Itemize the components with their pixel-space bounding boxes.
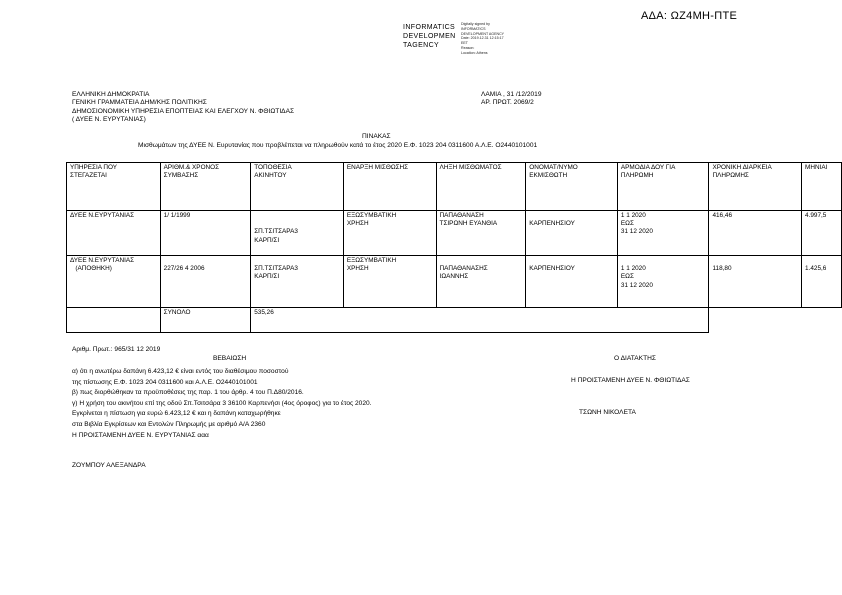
cell-start: ΕΞΩΣΥΜΒΑΤΙΚΗ ΧΡΗΣΗ	[343, 211, 436, 256]
cell-doy: 1 1 2020 ΕΩΣ 31 12 2020	[617, 211, 709, 256]
cell-owner: ΚΑΡΠΕΝΗΣΙΟΥ	[526, 256, 618, 308]
cell-end: ΠΑΠΑΘΑΝΑΣΗΣ ΙΩΑΝΝΗΣ	[436, 256, 526, 308]
ada-code: ΑΔΑ: ΩΖ4ΜΗ-ΠΤΕ	[641, 10, 738, 22]
total-blank	[709, 308, 842, 333]
cell-duration: 416,46	[709, 211, 802, 256]
cell-contract: 1/ 1/1999	[160, 211, 251, 256]
director-title: Ο ΔΙΑΤΑΚΤΗΣ	[614, 355, 656, 362]
header-cell-location: ΤΟΠΟΘΕΣΙΑ ΑΚΙΝΗΤΟΥ	[251, 163, 344, 211]
header-cell-monthly: ΜΗΝΙΑΙ	[802, 163, 842, 211]
digital-signature-label: INFORMATICS DEVELOPMEN TAGENCY	[403, 24, 456, 49]
table-header-row	[67, 163, 842, 211]
right-signer-title: Η ΠΡΟΙΣΤΑΜΕΝΗ ΔΥΕΕ Ν. ΦΘΙΩΤΙΔΑΣ	[571, 377, 690, 384]
total-empty-cell	[67, 308, 161, 333]
leases-table	[66, 162, 842, 333]
cell-location: ΣΠ.ΤΣΙΤΣΑΡΑ3 ΚΑΡΠ/ΣΙ	[251, 256, 344, 308]
table-title: ΠΙΝΑΚΑΣ	[362, 133, 391, 140]
header-cell-service: ΥΠΗΡΕΣΙΑ ΠΟΥ ΣΤΕΓΑΖΕΤΑΙ	[67, 163, 161, 211]
cell-duration: 118,80	[709, 256, 802, 308]
cell-location: ΣΠ.ΤΣΙΤΣΑΡΑ3 ΚΑΡΠ/ΣΙ	[251, 211, 344, 256]
header-cell-end: ΛΗΞΗ ΜΙΣΘΩΜΑΤΟΣ	[436, 163, 526, 211]
protocol-number: Αριθμ. Πρωτ.: 965/31 12 2019	[72, 346, 161, 353]
date-protocol-block: ΛΑΜΙΑ , 31 /12/2019 ΑΡ. ΠΡΩΤ. 2069/2	[481, 91, 542, 107]
cell-service: ΔΥΕΕ Ν.ΕΥΡΥΤΑΝΙΑΣ (ΑΠΟΘΗΚΗ)	[67, 256, 161, 308]
header-cell-start: ΕΝΑΡΞΗ ΜΙΣΘΩΣΗΣ	[343, 163, 436, 211]
table-total-row	[67, 308, 842, 333]
cell-owner: ΚΑΡΠΕΝΗΣΙΟΥ	[526, 211, 618, 256]
left-signer-name: ΖΟΥΜΠΟΥ ΑΛΕΞΑΝΔΡΑ	[72, 462, 146, 469]
issuer-header: ΕΛΛΗΝΙΚΗ ΔΗΜΟΚΡΑΤΙΑ ΓΕΝΙΚΗ ΓΡΑΜΜΑΤΕΙΑ ΔΗΜ/ΚΗΣ ΠΟΛΙΤΙΚΗΣ ΔΗΜΟΣΙΟΝΟΜΙΚΗ ΥΠΗΡΕΣΙΑ ΕΠΟΠΤΕΙΑΣ ΚΑΙ ΕΛΕΓΧΟΥ Ν. ΦΘΙΩΤΙΔΑΣ ( ΔΥΕΕ Ν. ΕΥΡΥΤΑΝΙΑΣ)	[72, 91, 295, 124]
cell-service: ΔΥΕΕ Ν.ΕΥΡΥΤΑΝΙΑΣ	[67, 211, 161, 256]
right-signer-name: ΤΣΩΝΗ ΝΙΚΟΛΕΤΑ	[579, 409, 636, 416]
certification-text: α) ότι η ανωτέρω δαπάνη 6.423,12 € είναι εντός του διαθέσιμου ποσοστού της πίστωσης Ε.Φ. 1023 204 0311600 και Α.Λ.Ε. Ο2440101001 β) πως διορθώθηκαν τα προϋποθέσεις της παρ. 1 του άρθρ. 4 του Π.Δ80/2016. γ) Η χρήση του ακινήτου επί της οδού Σπ.Τσιτσάρα 3 36100 Καρπενήσι (4ος όροφος) για το έτος 2020. Εγκρίνεται η πίστωση για ευρώ 6.423,12 € και η δαπάνη καταχωρήθηκε στα Βιβλία Εγκρίσεων και Εντολών Πληρωμής με αριθμό Α/Α 2360 Η ΠΡΟΙΣΤΑΜΕΝΗ ΔΥΕΕ Ν. ΕΥΡΥΤΑΝΙΑΣ ααα	[72, 368, 372, 439]
cell-monthly: 1.425,6	[802, 256, 842, 308]
certification-title: ΒΕΒΑΙΩΣΗ	[213, 355, 247, 362]
cell-start: ΕΞΩΣΥΜΒΑΤΙΚΗ ΧΡΗΣΗ	[343, 256, 436, 308]
total-label-cell: ΣΥΝΟΛΟ	[160, 308, 251, 333]
header-cell-owner: ΟΝΟΜΑΤ/ΝΥΜΟ ΕΚΜΙΣΘΩΤΗ	[526, 163, 618, 211]
total-value-cell: 535,26	[251, 308, 709, 333]
table-row	[67, 211, 842, 256]
header-cell-doy: ΑΡΜΟΔΙΑ ΔΟΥ ΓΙΑ ΠΛΗΡΩΜΗ	[617, 163, 709, 211]
cell-end: ΠΑΠΑΘΑΝΑΣΗ ΤΣΙΡΩΝΗ ΕΥΑΝΘΙΑ	[436, 211, 526, 256]
cell-contract: 227/26 4 2006	[160, 256, 251, 308]
header-cell-duration: ΧΡΟΝΙΚΗ ΔΙΑΡΚΕΙΑ ΠΛΗΡΩΜΗΣ	[709, 163, 802, 211]
header-cell-contract: ΑΡΙΘΜ.& ΧΡΟΝΟΣ ΣΥΜΒΑΣΗΣ	[160, 163, 251, 211]
table-subtitle: Μισθωμάτων της ΔΥΕΕ Ν. Ευρυτανίας που προβλέπεται να πληρωθούν κατά το έτος 2020 Ε.Φ. 1023 204 0311600 Α.Λ.Ε. Ο2440101001	[138, 142, 538, 149]
digital-signature-details: Digitally signed by INFORMATICS DEVELOPMENT AGENCY Date: 2019.12.31 12:15:17 EET Reason: Location: Athens	[461, 22, 505, 55]
table-row	[67, 256, 842, 308]
cell-monthly: 4.997,5	[802, 211, 842, 256]
cell-doy: 1 1 2020 ΕΩΣ 31 12 2020	[617, 256, 709, 308]
